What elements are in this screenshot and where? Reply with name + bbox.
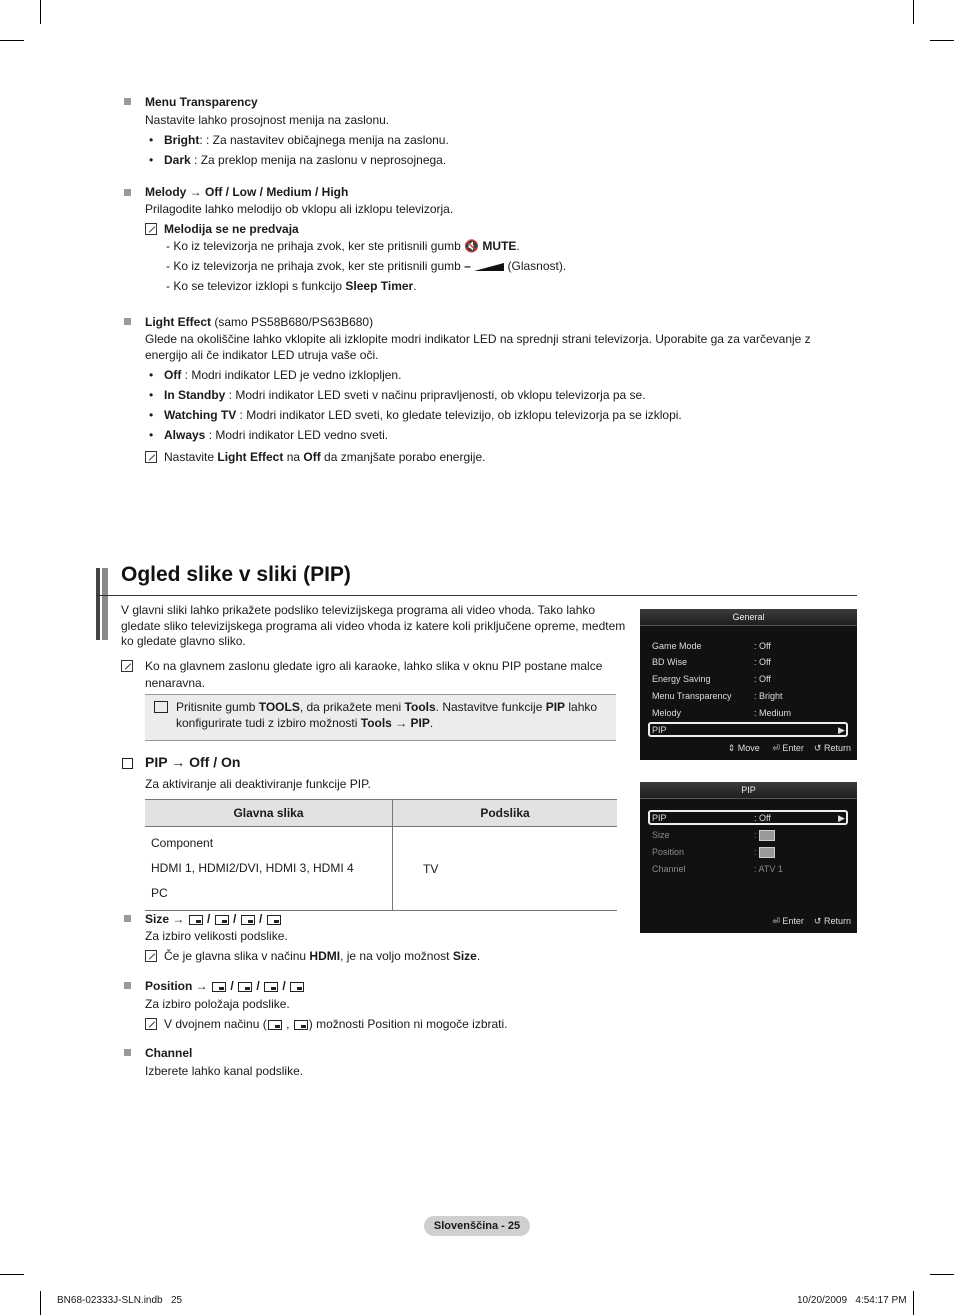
arrow-right-icon: ▶ <box>838 813 845 823</box>
menu-transparency-title: Menu Transparency <box>145 95 258 109</box>
light-effect-title: Light Effect (samo PS58B680/PS63B680) <box>145 315 374 329</box>
osd-footer: ⏎ Enter ↺ Return <box>772 916 851 926</box>
print-date: 10/20/2009 4:54:17 PM <box>797 1295 907 1306</box>
pip-size-icon <box>189 915 203 925</box>
list-item: Bright: : Za nastavitev običajnega menija na zaslonu. <box>164 133 449 147</box>
melody-title: Melody → Off / Low / Medium / High <box>145 185 349 199</box>
osd-row[interactable]: BD Wise : Off <box>652 657 771 667</box>
pip-position-icon <box>290 982 304 992</box>
crop-mark <box>930 40 954 41</box>
file-name: BN68-02333J-SLN.indb 25 <box>57 1295 183 1306</box>
crop-mark <box>913 0 914 24</box>
heading-bar <box>102 568 108 640</box>
source-table <box>145 799 617 911</box>
mute-icon: 🔇 <box>464 239 480 253</box>
tools-text: konfigurirate tudi z izbiro možnosti Tools → PIP. <box>176 716 434 730</box>
crop-mark <box>40 0 41 24</box>
osd-row: Size : <box>652 828 852 842</box>
crop-mark <box>930 1274 954 1275</box>
crop-mark <box>0 1274 24 1275</box>
osd-title: General <box>640 609 857 626</box>
table-cell-sub: TV <box>393 827 618 911</box>
tools-icon <box>154 701 168 713</box>
pip-option-desc: Za aktiviranje ali deaktiviranje funkcije PIP. <box>145 777 371 791</box>
list-item: Off : Modri indikator LED je vedno izklopljen. <box>164 368 402 382</box>
size-title: Size → / / / <box>145 912 282 926</box>
table-cell-main: Component HDMI 1, HDMI2/DVI, HDMI 3, HDMI 4 PC <box>145 827 393 911</box>
table-header: Podslika <box>393 800 618 827</box>
crop-mark <box>913 1291 914 1315</box>
pip-note: Ko na glavnem zaslonu gledate igro ali karaoke, lahko slika v oknu PIP postane malce <box>145 659 603 673</box>
pip-note: nenaravna. <box>145 676 206 690</box>
light-effect-note: Nastavite Light Effect na Off da zmanjšate porabo energije. <box>164 450 486 464</box>
melody-detail: - Ko se televizor izklopi s funkcijo Sleep Timer. <box>166 279 417 293</box>
pip-position-icon <box>264 982 278 992</box>
section-bullet <box>124 1049 131 1056</box>
volume-icon <box>474 263 504 271</box>
pip-double-icon <box>241 915 255 925</box>
light-effect-desc: Glede na okoliščine lahko vklopite ali izklopite modri indikator LED na sprednji strani televizorja. Uporabite ga za varčevanje z <box>145 332 811 346</box>
channel-title: Channel <box>145 1046 193 1060</box>
melody-detail: - Ko iz televizorja ne prihaja zvok, ker ste pritisnili gumb 🔇 MUTE. <box>166 239 520 253</box>
crop-mark <box>0 40 24 41</box>
table-header: Glavna slika <box>145 800 393 827</box>
note-icon <box>145 451 157 463</box>
osd-row-pip[interactable]: PIP ▶ <box>652 725 845 735</box>
list-item: Always : Modri indikator LED vedno sveti. <box>164 428 389 442</box>
pip-double-icon <box>268 1020 282 1030</box>
section-bullet <box>124 318 131 325</box>
page-heading: Ogled slike v sliki (PIP) <box>121 563 351 586</box>
move-icon: ⇕ <box>727 743 736 753</box>
checkbox-bullet <box>122 758 133 769</box>
pip-position-icon <box>238 982 252 992</box>
section-bullet <box>124 982 131 989</box>
pip-position-icon <box>212 982 226 992</box>
heading-rule <box>96 595 857 596</box>
osd-footer: ⇕ Move ⏎ Enter ↺ Return <box>727 743 851 753</box>
pip-double-icon <box>294 1020 308 1030</box>
position-note: V dvojnem načinu ( , ) možnosti Position ni mogoče izbrati. <box>164 1017 508 1031</box>
light-effect-desc: energijo ali če indikator LED utruja vaše oči. <box>145 348 379 362</box>
page-number: Slovenščina - 25 <box>424 1216 530 1236</box>
osd-row[interactable]: Game Mode : Off <box>652 641 771 651</box>
section-bullet <box>124 915 131 922</box>
note-icon <box>145 223 157 235</box>
position-desc: Za izbiro položaja podslike. <box>145 997 290 1011</box>
pip-intro: V glavni sliki lahko prikažete podsliko televizijskega programa ali video vhoda. Tako lahko <box>121 603 596 617</box>
pip-double-icon <box>267 915 281 925</box>
section-bullet <box>124 98 131 105</box>
melody-note-title: Melodija se ne predvaja <box>164 222 299 236</box>
menu-transparency-desc: Nastavite lahko prosojnost menija na zaslonu. <box>145 113 390 127</box>
osd-row: Channel : ATV 1 <box>652 864 783 874</box>
note-icon <box>145 1018 157 1030</box>
pip-intro: gledate sliko televizijskega programa ali video vhoda iz katere koli priključene opreme, medtem <box>121 619 626 633</box>
pip-intro: ko gledate glavno sliko. <box>121 634 246 648</box>
list-item: In Standby : Modri indikator LED sveti v načinu pripravljenosti, ob vklopu televizorja pa se. <box>164 388 646 402</box>
enter-icon: ⏎ <box>772 743 780 753</box>
enter-icon: ⏎ <box>772 916 780 926</box>
list-item: Watching TV : Modri indikator LED sveti, ko gledate televizijo, ob izklopu televizorja pa se izklopi. <box>164 408 682 422</box>
osd-title: PIP <box>640 782 857 799</box>
osd-general-menu <box>640 609 857 760</box>
melody-detail: - Ko iz televizorja ne prihaja zvok, ker ste pritisnili gumb – (Glasnost). <box>166 259 567 273</box>
osd-row[interactable]: Menu Transparency : Bright <box>652 691 783 701</box>
size-desc: Za izbiro velikosti podslike. <box>145 929 288 943</box>
list-item: Dark : Za preklop menija na zaslonu v neprosojnega. <box>164 153 447 167</box>
pip-option-title: PIP → Off / On <box>145 754 241 770</box>
pip-size-icon <box>759 830 775 841</box>
tools-text: Pritisnite gumb TOOLS, da prikažete meni Tools. Nastavitve funkcije PIP lahko <box>176 700 598 714</box>
size-note: Če je glavna slika v načinu HDMI, je na voljo možnost Size. <box>164 949 481 963</box>
arrow-right-icon: ▶ <box>838 725 845 735</box>
heading-bar <box>96 568 100 640</box>
crop-mark <box>40 1291 41 1315</box>
return-icon: ↺ <box>813 916 822 926</box>
melody-desc: Prilagodite lahko melodijo ob vklopu ali izklopu televizorja. <box>145 202 454 216</box>
return-icon: ↺ <box>813 743 822 753</box>
osd-row[interactable]: Energy Saving : Off <box>652 674 771 684</box>
position-title: Position → / / / <box>145 979 305 993</box>
pip-position-icon <box>759 847 775 858</box>
osd-row-pip[interactable]: PIP : Off ▶ <box>652 813 845 823</box>
note-icon <box>121 660 133 672</box>
osd-row[interactable]: Melody : Medium <box>652 708 792 718</box>
channel-desc: Izberete lahko kanal podslike. <box>145 1064 304 1078</box>
pip-size-icon <box>215 915 229 925</box>
note-icon <box>145 950 157 962</box>
section-bullet <box>124 189 131 196</box>
osd-pip-menu <box>640 782 857 933</box>
osd-row: Position : <box>652 845 852 859</box>
